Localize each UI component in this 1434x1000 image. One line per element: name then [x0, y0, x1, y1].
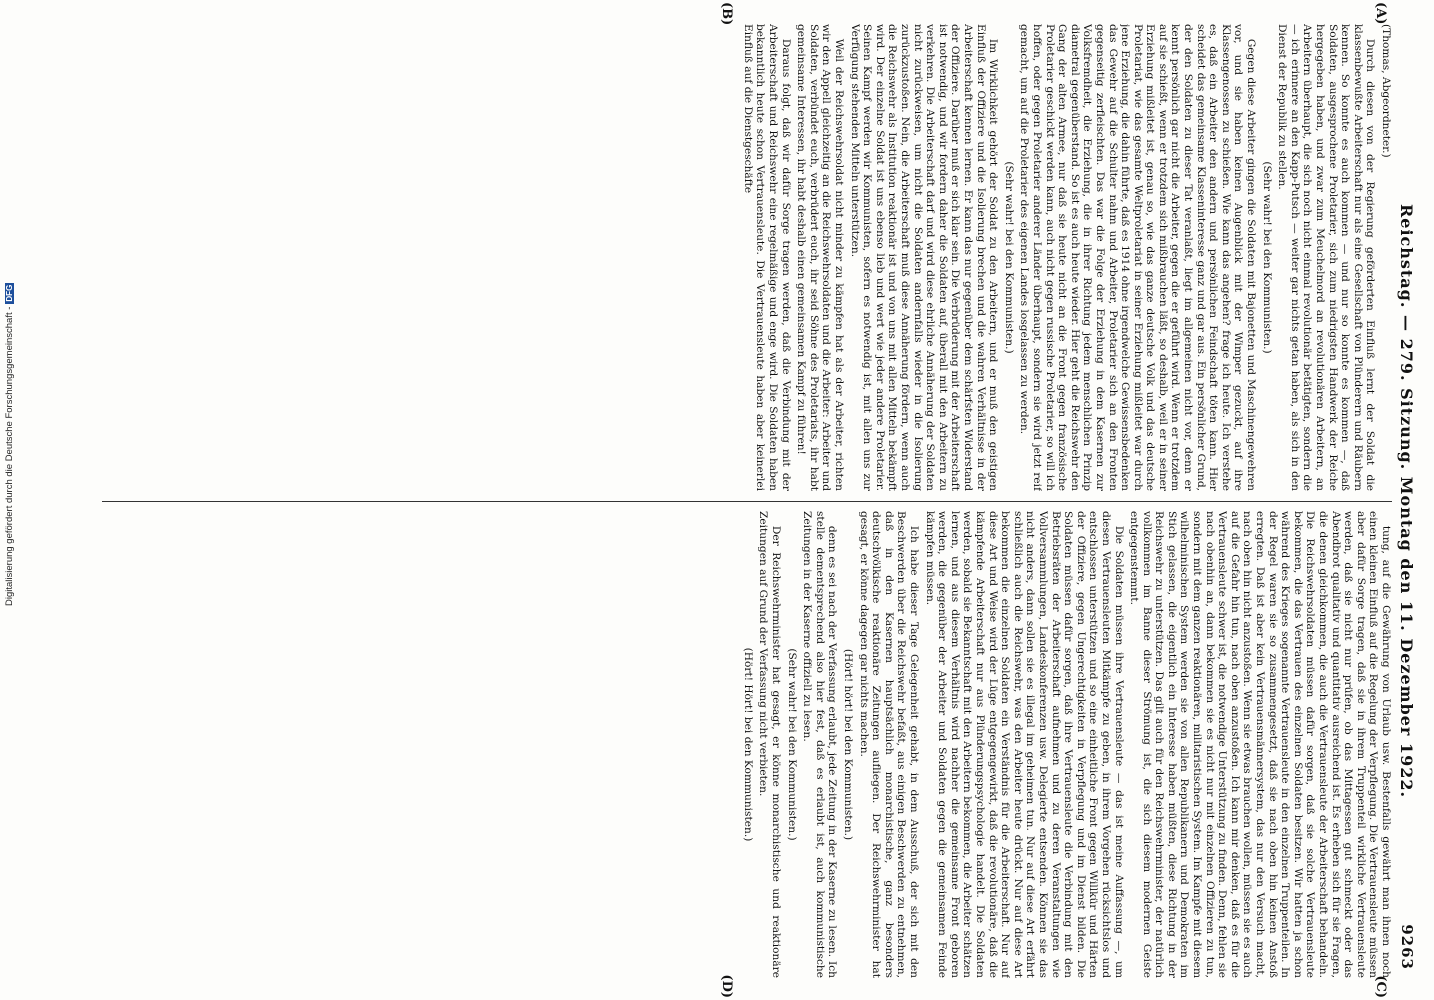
interjection: (Sehr wahr! bei den Kommunisten.): [1002, 161, 1015, 354]
page-number: 9263: [1398, 924, 1416, 970]
paragraph: Die Soldaten müssen ihre Vertrauensleute — das ist meine Auffassung —, um diesen Vertrauensleuten Mitkämpfe zu geben, in ihrem Vorgehen rücksichtslos und entschlossen unterstützen und so eine einheitliche Front gegen Willkür und Härten der Offiziere, gegen Ungerechtigkeiten in Verpflegung und im Dienst bilden. Die Soldaten müssen dafür sorgen, daß ihre Vertrauensleute die Verbindung mit den Betriebsräten der Arbeiterschaft aufnehmen und zu deren Veranstaltungen wie Vollversammlungen, Landeskonferenzen usw. Delegierte entsenden. Können sie das nicht anders, dann sollen sie es illegal im geheimen tun. Nur auf diese Art erfährt schließlich auch die Reichswehr, was den Arbeiter heute drückt. Nur auf diese Art bekommen die einzelnen Soldaten ein Verständnis für die Arbeiterschaft. Nur auf diese Art und Weise wird der Lüge entgegengewirkt, daß die revolutionäre, daß die kämpfende Arbeiterschaft nur aus Plünderungspsychologie handelt. Die Soldaten werden, sobald sie Bekanntschaft mit den Arbeitern bekommen, die Arbeiter schätzen lernen, und aus diesem Verhältnis wird nachher die gemeinsame Front geboren werden, die gegenüber der Arbeiter und Soldaten gegen die gemeinsamen Feinde kämpfen müssen.: [923, 511, 1125, 978]
speaker-label: (Thomas, Abgeordneter.): [1380, 24, 1392, 158]
left-column: [102, 24, 1392, 491]
paragraph: denn es sei nach der Verfassung erlaubt, jede Zeitung in der Kaserne zu lesen. Ich stelle dementsprechend also hier fest, daß es erlaubt ist, auch kommunistische Zeitungen in der Kaserne offiziell zu lesen.: [801, 511, 839, 978]
column-divider: [102, 501, 1392, 502]
interjection: (Sehr wahr! bei den Kommunisten.): [785, 648, 798, 841]
interjection: (Sehr wahr! bei den Kommunisten.): [1260, 161, 1273, 354]
digitization-credit: [4, 283, 15, 606]
interjection: (Hört! hört! bei den Kommunisten.): [842, 648, 855, 841]
page-title: Reichstag. — 279. Sitzung. Montag den 11. Dezember 1922.: [1397, 203, 1416, 799]
paragraph: Daraus folgt, daß wir dafür Sorge tragen werden, daß die Verbindung mit der Arbeiterschaft und Reichswehr eine regelmäßige und enge wird. Die Soldaten haben bekanntlich heute schon Vertrauensleute. Die Vertrauensleute haben aber keinerlei Einfluß auf die Dienstgeschäfte: [741, 24, 792, 491]
paragraph: Im Wirklichkeit gehört der Soldat zu den Arbeitern, und er muß den geistigen Einfluß der Offiziere und die Isolierung brechen und die wahren Verhältnisse in der Arbeiterschaft kennen lernen. Er kann das nur gegenüber dem schärfsten Widerstand der Offiziere. Darüber muß er sich klar sein. Die Verbrüderung mit der Arbeiterschaft ist notwendig, und wir fordern daher die Soldaten auf, überall mit den Arbeitern zu verkehren. Die Arbeiterschaft darf und wird diese ehrliche Annäherung der Soldaten nicht zurückweisen, um nicht die Soldaten andernfalls wieder in die Isolierung zurückzustoßen. Nein, die Arbeiterschaft muß diese Annäherung fördern, wenn auch die Reichswehr als Institution reaktionär ist und von uns mit allen Mitteln bekämpft wird. Der einzelne Soldat ist uns ebenso lieb und wert wie jeder andere Proletarier. Seinen Kampf werden wir Kommunisten, sofern es notwendig ist, mit allen uns zur Verfügung stehenden Mitteln unterstützen.: [848, 24, 1000, 491]
paragraph: Weil der Reichswehrsoldat nicht minder zu kämpfen hat als der Arbeiter, richten wir den Appell gleichzeitig an die Reichswehrsoldaten und die Arbeiter: Arbeiter und Soldaten, verbündet euch, verbrüdert euch, ihr seid Söhne des Proletariats, ihr habt gemeinsame Interessen, ihr habt deshalb einen gemeinsamen Kampf zu führen!: [795, 24, 846, 491]
credit-text: Digitalisierung gefördert durch die Deutsche Forschungsgemeinschaft -: [4, 306, 15, 606]
margin-mark-d: (D): [719, 974, 734, 998]
page-header: [1392, 24, 1418, 978]
dfg-logo: DFG: [5, 284, 14, 302]
paragraph: tung, auf die Gewährung von Urlaub usw. Bestenfalls gewährt man ihnen noch einen kleinen Einfluß auf die Regelung der Verpflegung. Die Vertrauensleute müssen aber dafür Sorge tragen, daß sie in ihrem Truppenteil wirkliche Vertrauensleute werden, daß sie nicht nur prüfen, ob das Mittagessen gut schmeckt oder das Abendbrot qualitativ und quantitativ ausreichend ist. Es erheben sich für sie Fragen, die denen gleichkommen, die auch die Vertrauensleute der Arbeiterschaft behandeln. Die Reichswehrsoldaten müssen dafür sorgen, daß sie solche Vertrauensleute bekommen, die das Vertrauen des einzelnen Soldaten besitzen. Wir hatten ja schon während des Krieges sogenannte Vertrauensleute in den einzelnen Truppenteilen. In der Regel waren sie so zusammengesetzt, daß sie nach oben hin keinen Anstoß erregten. Daß ist aber kein Vertrauensmännersystem, das nur den Versuch macht, nach oben hin nicht anzustoßen. Wenn sie etwas brauchen wollen, müssen sie es auch auf die Gefahr hin tun, nach oben anzustoßen. Ich kann mir denken, daß es für die Vertrauensleute schwer ist, die notwendige Unterstützung zu finden. Denn, fehlen sie nach obenhin an, dann bekommen sie es nicht nur mit einzelnen Offizieren zu tun, sondern mit dem ganzen reaktionären, militaristischen System. Im Kampfe mit diesem wilhelminischen System werden sie von allen Republikanern und Demokraten im Stich gelassen, die eigentlich ein Interesse haben müßten, diese Richtung in der Reichswehr zu unterstützen. Das gilt auch für den Reichswehrminister, der natürlich vollkommen im Banne dieser Strömung ist, die sich diesem modernen Geiste entgegenstemmt.: [1128, 511, 1392, 978]
paragraph: Der Reichswehrminister hat gesagt, er könne monarchistische und reaktionäre Zeitungen auf Grund der Verfassung nicht verbieten.: [757, 511, 783, 978]
paragraph: Durch diesen von der Regierung geförderten Einfluß lernt der Soldat die klassenbewußte Arbeiterschaft nur als eine Gesellschaft von Plünderern und Räubern kennen. So konnte es auch kommen — und nur so konnte es kommen —, daß Soldaten, ausgesprochene Proletarier, sich zum niedrigsten Handwerk der Reiche hergegeben haben, und zwar zum Meuchelmord an revolutionären Arbeitern, an Arbeitern überhaupt, die sich noch nicht einmal revolutionär betätigten, sondern die — ich erinnere an den Kapp-Putsch — weiter gar nichts getan haben, als sich in den Dienst der Republik zu stellen.: [1276, 24, 1377, 491]
paragraph: Ich habe dieser Tage Gelegenheit gehabt, in dem Ausschuß, der sich mit den Beschwerden über die Reichswehr befaßt, aus einigen Beschwerden zu entnehmen, daß in den Kasernen hauptsächlich monarchistische, ganz besonders deutschvölkische reaktionäre Zeitungen aufliegen. Der Reichswehrminister hat gesagt, er könne dagegen gar nichts machen.: [857, 511, 921, 978]
right-column: [102, 511, 1392, 978]
margin-mark-c: (C): [1373, 975, 1388, 998]
paragraph: Gegen diese Arbeiter gingen die Soldaten mit Bajonetten und Maschinengewehren vor, und sie haben keinen Augenblick mit der Wimper gezuckt, auf ihre Klassengenossen zu schießen. Wie kann das angehen? frage ich heute. Ich verstehe es, daß ein Arbeiter den andern und persönlichen Feindschaft töten kann. Hier scheidet das gemeinsame Klasseninteresse ganz und gar aus. Ein persönlicher Grund, der den Soldaten zu dieser Tat veranlaßt, liegt im allgemeinen nicht vor, denn er kennt persönlich gar nicht die Arbeiter, gegen die er geführt wird. Wenn er trotzdem auf sie schießt, wenn er trotzdem sich mißbrauchen läßt, so deshalb, weil er in seiner Erziehung mißleitet ist, genau so, wie das ganze deutsche Volk und das deutsche Proletariat, wie das gesamte Weltproletariat in seiner Erziehung mißleitet war durch jene Erziehung, die dahin führte, daß es 1914 ohne irgendwelche Gewissensbedenken das Gewehr auf die Schulter nahm und Arbeiter, Proletarier sich an den Fronten gegenseitig zerfleischten. Das war die Folge der Erziehung in dem Kasernen zur Volksfremdheit, die Erziehung, die in ihrer Richtung jedem menschlichen Prinzip diametral gegenüberstand. So ist es auch heute wieder. Hier geht die Reichswehr den Gang der alten Armee, nur daß sie heute nicht an die Front gegen französische Proletarier geschickt werden kann, auch nicht gegen russische Proletarier, so will ich hoffen, oder gegen Proletarier anderer Länder überhaupt, sondern sie wird jetzt reif gemacht, um auf die Proletarier des eigenen Landes losgelassen zu werden.: [1018, 24, 1258, 491]
text-columns: [102, 24, 1392, 978]
margin-mark-b: (B): [719, 2, 734, 26]
interjection: (Hört! Hört! bei den Kommunisten.): [741, 647, 754, 842]
margin-mark-a: (A): [1373, 2, 1388, 25]
